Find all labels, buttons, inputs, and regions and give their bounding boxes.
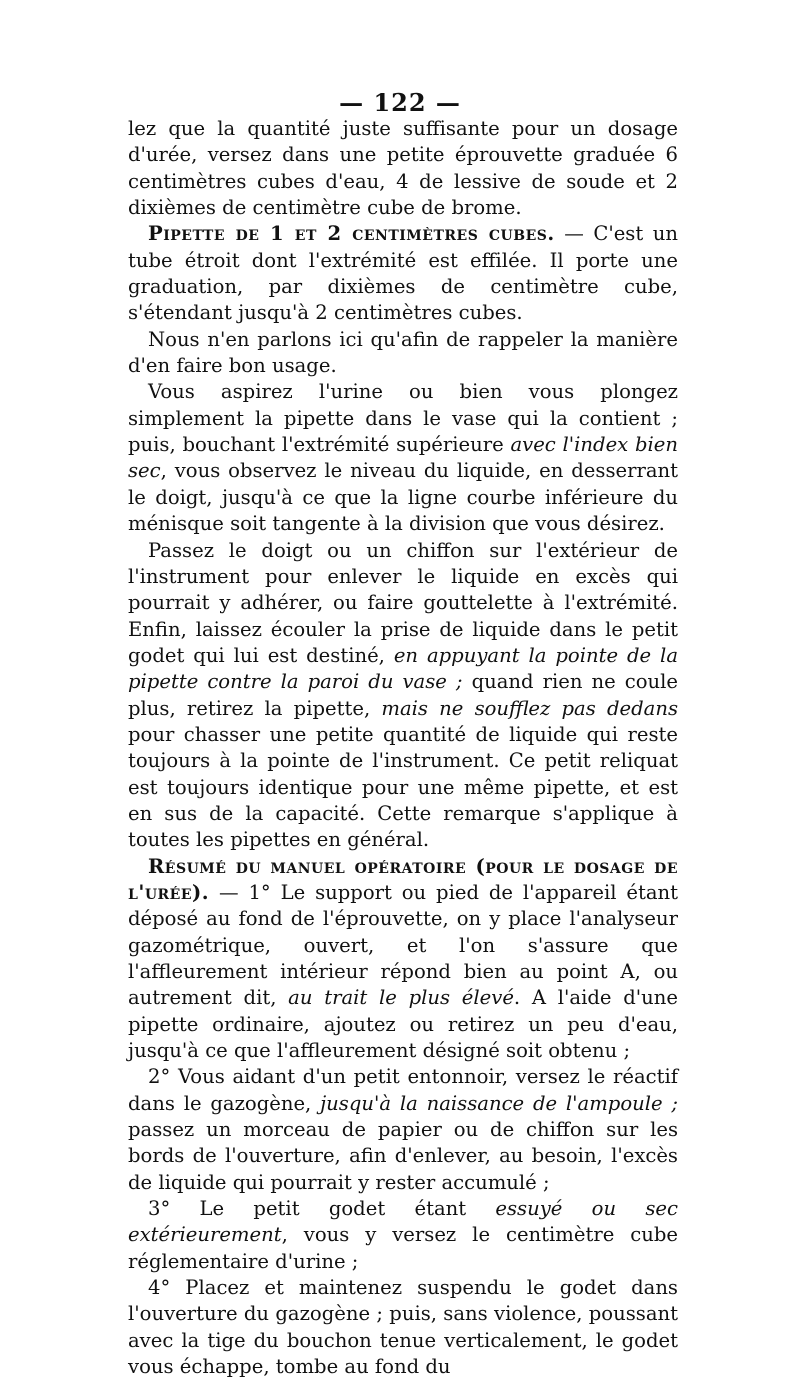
paragraph-5-text-b: quand rien ne coule plus, retirez la pipette,	[128, 670, 679, 720]
paragraph-5-italic-a: en appuyant la pointe de la pipette contre la paroi du vase ;	[128, 643, 678, 694]
paragraph-2	[128, 221, 678, 326]
paragraph-1	[128, 116, 678, 221]
paragraph-5-italic-b: mais ne soufflez pas dedans	[381, 696, 678, 720]
paragraph-5-text-a: Passez le doigt ou un chiffon sur l'extérieur de l'instrument pour enlever le liquide en excès qui pourrait y adhérer, ou faire gouttelette à l'extrémité. Enfin, laissez écouler la prise de liquide dans le petit godet qui lui est destiné,	[128, 538, 678, 667]
page-body	[128, 116, 678, 1381]
section-heading-resume: Résumé du manuel opératoire (pour le dosage de l'urée).	[128, 854, 678, 904]
paragraph-8-text-a: 3° Le petit godet étant	[148, 1197, 496, 1221]
paragraph-6-italic-a: au trait le plus élevé	[288, 986, 514, 1010]
paragraph-6-text-a: — 1° Le support ou pied de l'appareil étant déposé au fond de l'éprouvette, on y place l'analyseur gazométrique, ouvert, et l'on s'assure que l'affleurement intérieur répond bien au point A, ou autrement dit,	[128, 880, 678, 1010]
paragraph-7-text-b: passez un morceau de papier ou de chiffon sur les bords de l'ouverture, afin d'enlever, au besoin, l'excès de liquide qui pourrait y rester accumulé ;	[128, 1118, 678, 1194]
paragraph-6	[128, 854, 678, 1065]
paragraph-5	[128, 538, 678, 854]
paragraph-5-text-c: pour chasser une petite quantité de liquide qui reste toujours à la pointe de l'instrument. Ce petit reliquat est toujours identique pour une même pipette, et est en sus de la capacité. Cette remarque s'applique à toutes les pipettes en général.	[128, 722, 678, 852]
paragraph-4-text-a: Vous aspirez l'urine ou bien vous plongez simplement la pipette dans le vase qui la contient ; puis, bouchant l'extrémité supérieure	[128, 380, 678, 457]
paragraph-7	[128, 1064, 678, 1196]
paragraph-1-text: lez que la quantité juste suffisante pour un dosage d'urée, versez dans une petite éprouvette graduée 6 centimètres cubes d'eau, 4 de lessive de soude et 2 dixièmes de centimètre cube de brome.	[128, 117, 678, 220]
paragraph-7-italic-a: jusqu'à la naissance de l'ampoule ;	[320, 1091, 679, 1115]
section-heading-pipette: Pipette de 1 et 2 centimètres cubes.	[148, 222, 555, 246]
paragraph-4-italic-a: avec l'index bien sec	[128, 433, 678, 483]
paragraph-8	[128, 1196, 678, 1275]
paragraph-7-text-a: 2° Vous aidant d'un petit entonnoir, versez le réactif dans le gazogène,	[128, 1065, 678, 1115]
paragraph-8-text-b: , vous y versez le centimètre cube réglementaire d'urine ;	[128, 1223, 678, 1273]
page-number: — 122 —	[339, 88, 461, 117]
paragraph-3	[128, 327, 678, 380]
paragraph-8-italic-a: essuyé ou sec extérieurement	[128, 1197, 678, 1247]
paragraph-2-text: — C'est un tube étroit dont l'extrémité est effilée. Il porte une graduation, par dixièmes de centimètre cube, s'étendant jusqu'à 2 centimètres cubes.	[128, 222, 678, 325]
paragraph-3-text: Nous n'en parlons ici qu'afin de rappeler la manière d'en faire bon usage.	[128, 327, 678, 378]
paragraph-9	[128, 1275, 678, 1380]
paragraph-4-text-b: , vous observez le niveau du liquide, en desserrant le doigt, jusqu'à ce que la ligne courbe inférieure du ménisque soit tangente à la division que vous désirez.	[128, 459, 678, 536]
paragraph-6-text-b: . A l'aide d'une pipette ordinaire, ajoutez ou retirez un peu d'eau, jusqu'à ce que l'affleurement désigné soit obtenu ;	[128, 986, 678, 1063]
paragraph-4	[128, 379, 678, 537]
paragraph-9-text: 4° Placez et maintenez suspendu le godet dans l'ouverture du gazogène ; puis, sans violence, poussant avec la tige du bouchon tenue verticalement, le godet vous échappe, tombe au fond du	[128, 1276, 678, 1379]
